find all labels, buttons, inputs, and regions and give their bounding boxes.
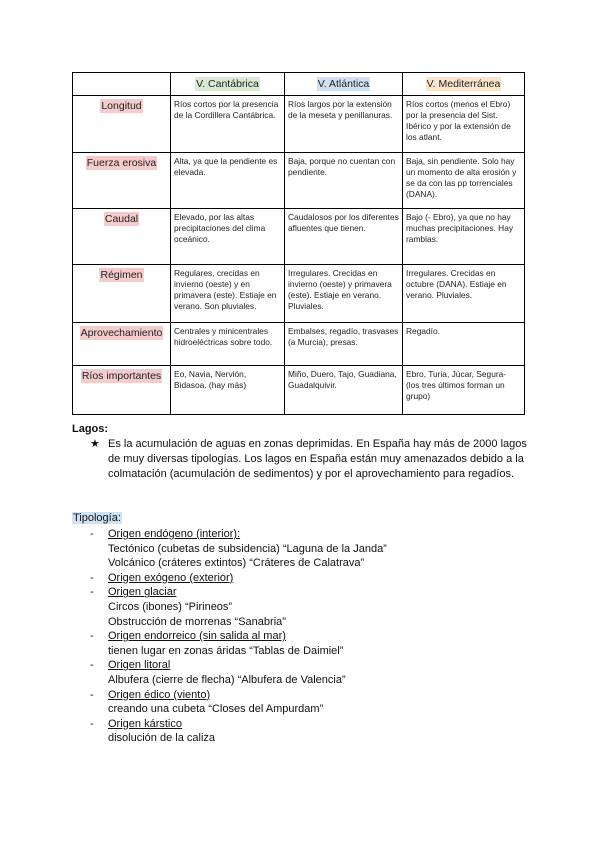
list-item [90, 688, 530, 717]
list-item [90, 717, 530, 746]
table-row [73, 209, 525, 265]
table-cell: Embalses, regadío, trasvases (a Murcia), presas. [285, 323, 403, 366]
origin-title: Origen endógeno (interior): [108, 528, 241, 540]
list-item [90, 658, 530, 687]
row-header [73, 96, 171, 153]
dash-bullet: - [90, 688, 94, 701]
row-label: Ríos importantes [81, 370, 162, 382]
table-cell: Ebro, Turia, Júcar, Segura- (los tres últimos forman un grupo) [403, 366, 525, 415]
dash-bullet: - [90, 659, 94, 672]
dash-bullet: - [90, 630, 94, 643]
table-cell: Caudalosos por los diferentes afluentes que tienen. [285, 209, 403, 265]
table-cell: Ríos cortos por la presencia de la Cordillera Cantábrica. [171, 96, 285, 153]
table-cell: Ríos cortos (menos el Ebro) por la presencia del Sist. Ibérico y por la extensión de los atlant. [403, 96, 525, 153]
row-label: Fuerza erosiva [86, 157, 157, 169]
row-header [73, 265, 171, 323]
origin-title: Origen exógeno (exterior) [108, 571, 234, 584]
row-header [73, 153, 171, 209]
row-header [73, 323, 171, 366]
dash-bullet: - [90, 571, 94, 584]
star-icon: ★ [90, 438, 100, 450]
table-cell: Alta, ya que la pendiente es elevada. [171, 153, 285, 209]
header-cell [171, 73, 285, 96]
dash-bullet: - [90, 717, 94, 730]
table-row [73, 153, 525, 209]
tipologia-heading [72, 512, 122, 524]
table-cell: Irregulares. Crecidas en invierno (oeste) y primavera (este). Estiaje en verano. Pluviales. [285, 265, 403, 323]
header-mediterranea: V. Mediterránea [426, 77, 501, 90]
origin-detail: disolución de la caliza [108, 732, 216, 745]
header-atlantica: V. Atlántica [317, 77, 370, 90]
list-item [90, 527, 530, 571]
lagos-description: Es la acumulación de aguas en zonas deprimidas. En España hay más de 2000 lagos de muy diversas tipologías. Los lagos en España están muy amenazados debido a la colmatación (acumulación de sedimentos) y por el aprovechamiento para regadíos. [108, 438, 527, 480]
table-cell: Baja, sin pendiente. Solo hay un momento de alta erosión y se da con las pp torrenciales (DANA). [403, 153, 525, 209]
origin-detail: Obstrucción de morrenas “Sanabria” [108, 615, 286, 628]
table-row [73, 323, 525, 366]
dash-bullet: - [90, 586, 94, 599]
header-cantabrica: V. Cantábrica [196, 77, 259, 90]
origin-detail: Volcánico (cráteres extintos) “Cráteres de Calatrava” [108, 557, 365, 570]
table-header-row [73, 73, 525, 96]
table-cell: Regulares, crecidas en invierno (oeste) y en primavera (este). Estiaje en verano. Son pluviales. [171, 265, 285, 323]
comparison-table [72, 72, 525, 415]
table-cell: Ríos largos por la extensión de la meseta y penillanuras. [285, 96, 403, 153]
table-cell: Bajo (- Ebro), ya que no hay muchas precipitaciones. Hay ramblas. [403, 209, 525, 265]
origin-detail: Tectónico (cubetas de subsidencia) “Laguna de la Janda” [108, 542, 387, 555]
table-cell: Eo, Navia, Nervión, Bidasoa. (hay más) [171, 366, 285, 415]
lagos-heading: Lagos: [72, 423, 109, 435]
table-row [73, 96, 525, 153]
row-label: Régimen [100, 269, 143, 281]
row-header [73, 209, 171, 265]
tipologia-label: Tipología: [73, 512, 121, 524]
list-item [90, 571, 530, 586]
table-cell: Baja, porque no cuentan con pendiente. [285, 153, 403, 209]
row-header [73, 366, 171, 415]
row-label: Caudal [104, 213, 139, 225]
origin-title: Origen kárstico [108, 717, 182, 730]
origin-title: Origen litoral [108, 659, 171, 672]
origin-title: Origen glaciar [108, 586, 177, 599]
row-label: Aprovechamiento [80, 327, 163, 339]
origin-detail: Albufera (cierre de flecha) “Albufera de Valencia” [108, 673, 346, 686]
list-item [90, 629, 530, 658]
lagos-bullet-item [90, 437, 530, 482]
table-cell: Elevado, por las altas precipitaciones del clima oceánico. [171, 209, 285, 265]
header-cell-empty [73, 73, 171, 96]
origin-title: Origen édico (viento) [108, 688, 211, 701]
origin-detail: creando una cubeta “Closes del Ampurdam” [108, 703, 324, 716]
list-item [90, 585, 530, 629]
table-cell: Miño, Duero, Tajo, Guadiana, Guadalquivir. [285, 366, 403, 415]
table-row [73, 265, 525, 323]
origin-detail: Circos (ibones) “Pirineos” [108, 600, 233, 613]
table-cell: Regadío. [403, 323, 525, 366]
origin-title: Origen endorreico (sin salida al mar) [108, 630, 286, 643]
origin-detail: tienen lugar en zonas áridas “Tablas de Daimiel” [108, 644, 344, 657]
table-cell: Irregulares. Crecidas en octubre (DANA). Estiaje en verano. Pluviales. [403, 265, 525, 323]
header-cell [285, 73, 403, 96]
origins-list [90, 527, 530, 746]
header-cell [403, 73, 525, 96]
dash-bullet: - [90, 528, 94, 540]
table-row [73, 366, 525, 415]
row-label: Longitud [101, 100, 142, 112]
table-cell: Centrales y minicentrales hidroeléctricas sobre todo. [171, 323, 285, 366]
